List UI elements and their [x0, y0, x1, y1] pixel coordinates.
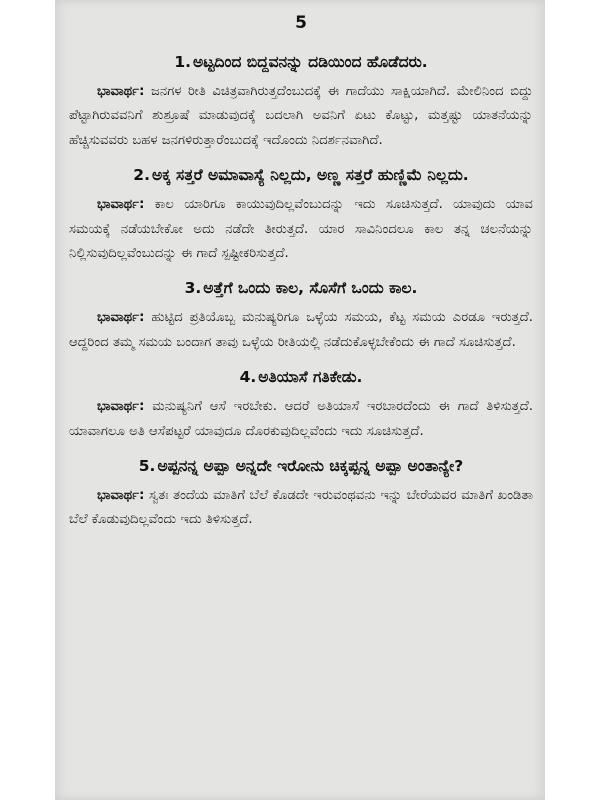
proverb-title [69, 163, 533, 187]
meaning-text: ಸ್ವತಃ ತಂದೆಯ ಮಾತಿಗೆ ಬೆಲೆ ಕೊಡದೇ ಇರುವಂಥವನು ಇನ್ನು ಬೇರೆಯವರ ಮಾತಿಗೆ ಖಂಡಿತಾ ಬೆಲೆ ಕೊಡುವುದಿಲ್ಲವೆಂದು ಇದು ತಿಳಿಸುತ್ತದೆ. [69, 488, 533, 528]
proverb-number: 4. [239, 368, 257, 387]
meaning-text: ಕಾಲ ಯಾರಿಗೂ ಕಾಯುವುದಿಲ್ಲವೆಂಬುದನ್ನು ಇದು ಸೂಚಿಸುತ್ತದೆ. ಯಾವುದು ಯಾವ ಸಮಯಕ್ಕೆ ನಡೆಯಬೇಕೋ ಅದು ನಡೆದೇ ತೀರುತ್ತದೆ. ಯಾರ ಸಾವಿನಿಂದಲೂ ಕಾಲ ತನ್ನ ಚಲನೆಯನ್ನು ನಿಲ್ಲಿಸುವುದಿಲ್ಲವೆಂಬುದನ್ನು ಈ ಗಾದೆ ಸ್ಪಷ್ಟೀಕರಿಸುತ್ತದೆ. [69, 197, 533, 262]
proverb-entry [69, 454, 533, 533]
meaning-label: ಭಾವಾರ್ಥ: [97, 197, 145, 213]
proverb-meaning [69, 306, 533, 355]
proverb-number: 1. [174, 53, 191, 71]
meaning-text: ಮನುಷ್ಯನಿಗೆ ಆಸೆ ಇರಬೇಕು. ಆದರೆ ಅತಿಯಾಸೆ ಇರಬಾರದೆಂದು ಈ ಗಾದೆ ತಿಳಿಸುತ್ತದೆ. ಯಾವಾಗಲೂ ಅತಿ ಆಸೆಪಟ್ಟರೆ ಯಾವುದೂ ದೊರಕುವುದಿಲ್ಲವೆಂದು ಇದು ಸೂಚಿಸುತ್ತದೆ. [69, 399, 533, 439]
proverb-meaning [69, 395, 533, 444]
proverb-title [69, 276, 533, 300]
meaning-text: ಹುಟ್ಟಿದ ಪ್ರತಿಯೊಬ್ಬ ಮನುಷ್ಯರಿಗೂ ಒಳ್ಳೆಯ ಸಮಯ, ಕೆಟ್ಟ ಸಮಯ ಎರಡೂ ಇರುತ್ತದೆ. ಆದ್ದರಿಂದ ತಮ್ಮ ಸಮಯ ಬಂದಾಗ ತಾವು ಒಳ್ಳೆಯ ರೀತಿಯಲ್ಲಿ ನಡೆದುಕೊಳ್ಳಬೇಕೆಂದು ಈ ಗಾದೆ ಸೂಚಿಸುತ್ತದೆ. [69, 310, 533, 350]
meaning-label: ಭಾವಾರ್ಥ: [97, 310, 145, 326]
proverb-text: ಅಕ್ಕ ಸತ್ತರೆ ಅಮಾವಾಸ್ಯೆ ನಿಲ್ಲದು, ಅಣ್ಣ ಸತ್ತರೆ ಹುಣ್ಣಿಮೆ ನಿಲ್ಲದು. [151, 166, 469, 185]
meaning-label: ಭಾವಾರ್ಥ: [97, 84, 145, 99]
meaning-label: ಭಾವಾರ್ಥ: [97, 399, 145, 415]
proverb-text: ಅತಿಯಾಸೆ ಗತಿಕೇಡು. [258, 368, 363, 387]
proverb-entry [69, 163, 533, 266]
page-content [69, 12, 533, 543]
proverb-meaning [69, 484, 533, 533]
proverb-title [69, 365, 533, 389]
page-number: 5 [295, 13, 307, 33]
proverb-text: ಅಟ್ಟದಿಂದ ಬಿದ್ದವನನ್ನು ದಡಿಯಿಂದ ಹೊಡೆದರು. [193, 53, 428, 71]
proverb-text: ಅತ್ತೆಗೆ ಒಂದು ಕಾಲ, ಸೊಸೆಗೆ ಒಂದು ಕಾಲ. [203, 279, 418, 298]
meaning-label: ಭಾವಾರ್ಥ: [97, 488, 145, 504]
proverb-entry [69, 50, 533, 153]
meaning-text: ಜನಗಳ ರೀತಿ ವಿಚಿತ್ರವಾಗಿರುತ್ತದೆಂಬುದಕ್ಕೆ ಈ ಗಾದೆಯು ಸಾಕ್ಷಿಯಾಗಿದೆ. ಮೇಲಿನಿಂದ ಬಿದ್ದು ಪೆಟ್ಟಾಗಿರುವವನಿಗೆ ಶುಶ್ರೂಷೆ ಮಾಡುವುದಕ್ಕೆ ಬದಲಾಗಿ ಅವನಿಗೆ ಏಟು ಕೊಟ್ಟು, ಮತ್ತಷ್ಟು ಯಾತನೆಯನ್ನು ಹೆಚ್ಚಿಸುವವರು ಬಹಳ ಜನಗಳಿರುತ್ತಾರೆಂಬುದಕ್ಕೆ ಇದೊಂದು ನಿದರ್ಶನವಾಗಿದೆ. [69, 84, 533, 148]
proverb-meaning [69, 80, 533, 153]
proverb-number: 3. [184, 279, 202, 298]
proverb-entry [69, 276, 533, 355]
proverb-number: 5. [138, 457, 156, 476]
proverb-title [69, 50, 533, 74]
proverb-text: ಅಪ್ಪನನ್ನ ಅಪ್ಪಾ ಅನ್ನದೇ ಇರೋನು ಚಿಕ್ಕಪ್ಪನ್ನ ಅಪ್ಪಾ ಅಂತಾನ್ಯೇ? [157, 457, 464, 476]
proverb-meaning [69, 193, 533, 266]
proverb-title [69, 454, 533, 478]
proverb-entry [69, 365, 533, 444]
paper-sheet [55, 0, 545, 800]
proverb-number: 2. [133, 166, 150, 185]
